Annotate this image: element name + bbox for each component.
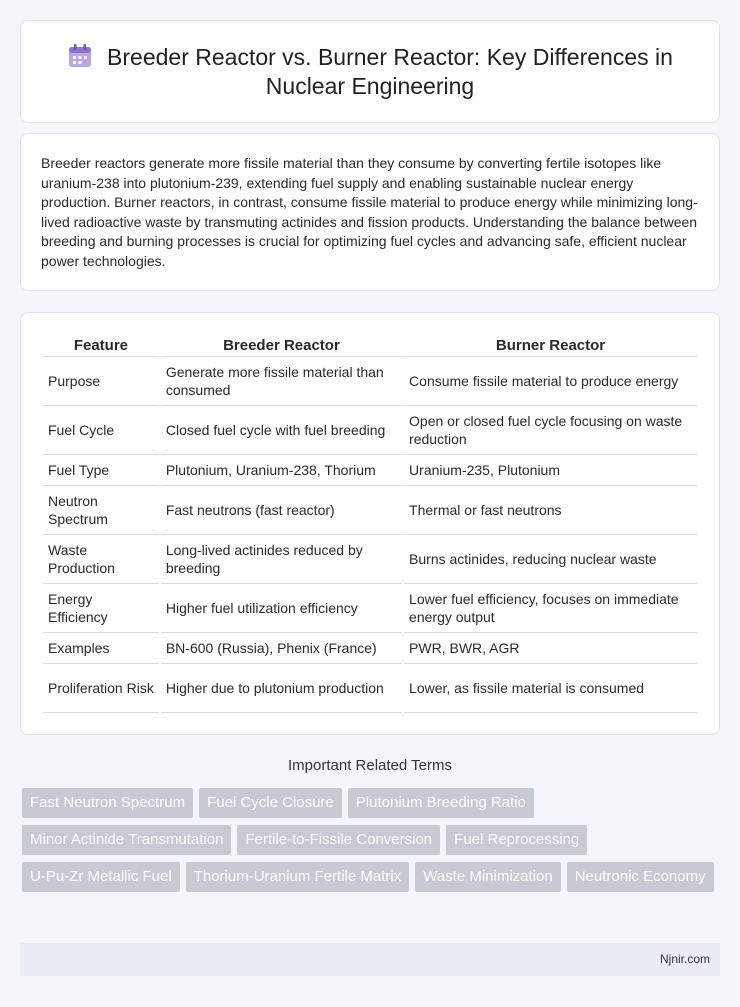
- footer-site-link[interactable]: Njnir.com: [659, 952, 710, 966]
- table-header-row: [43, 333, 697, 357]
- cell-feature: Waste Production: [43, 535, 159, 584]
- cell-breeder: Higher fuel utilization efficiency: [161, 584, 402, 633]
- comparison-card: [20, 312, 720, 735]
- calendar-icon: [67, 43, 93, 69]
- cell-breeder: Closed fuel cycle with fuel breeding: [161, 406, 402, 455]
- related-term-tag[interactable]: Plutonium Breeding Ratio: [348, 788, 534, 818]
- cell-feature: Proliferation Risk: [43, 664, 159, 713]
- intro-paragraph: Breeder reactors generate more fissile material than they consume by converting fertile isotopes like uranium-238 into plutonium-239, extending fuel supply and enabling sustainable nuclear energy production. Burner reactors, in contrast, consume fissile material to produce energy while minimizing long-lived radioactive waste by transmuting actinides and fission products. Understanding the balance between breeding and burning processes is crucial for optimizing fuel cycles and advancing safe, efficient nuclear power technologies.: [41, 155, 698, 269]
- cell-burner: Lower fuel efficiency, focuses on immediate energy output: [404, 584, 697, 633]
- cell-feature: Purpose: [43, 357, 159, 406]
- cell-burner: Uranium-235, Plutonium: [404, 455, 697, 486]
- cell-burner: Thermal or fast neutrons: [404, 486, 697, 535]
- cell-burner: PWR, BWR, AGR: [404, 633, 697, 664]
- table-row: [43, 633, 697, 664]
- intro-card: [20, 133, 720, 291]
- cell-breeder: Long-lived actinides reduced by breeding: [161, 535, 402, 584]
- header-burner: Burner Reactor: [404, 333, 697, 357]
- table-row: [43, 357, 697, 406]
- related-terms-list: [22, 788, 722, 899]
- related-term-tag[interactable]: Fuel Cycle Closure: [199, 788, 342, 818]
- table-row: [43, 486, 697, 535]
- page-title: [51, 43, 689, 101]
- related-term-tag[interactable]: Fertile-to-Fissile Conversion: [237, 825, 440, 855]
- header-breeder: Breeder Reactor: [161, 333, 402, 357]
- related-term-tag[interactable]: U-Pu-Zr Metallic Fuel: [22, 862, 180, 892]
- cell-feature: Examples: [43, 633, 159, 664]
- footer: [20, 943, 720, 976]
- related-term-tag[interactable]: Waste Minimization: [415, 862, 560, 892]
- related-term-tag[interactable]: Minor Actinide Transmutation: [22, 825, 231, 855]
- cell-feature: Fuel Type: [43, 455, 159, 486]
- related-term-tag[interactable]: Fast Neutron Spectrum: [22, 788, 193, 818]
- cell-feature: Fuel Cycle: [43, 406, 159, 455]
- related-term-tag[interactable]: Thorium-Uranium Fertile Matrix: [186, 862, 410, 892]
- title-text: Breeder Reactor vs. Burner Reactor: Key Differences in Nuclear Engineering: [107, 44, 673, 99]
- cell-breeder: Higher due to plutonium production: [161, 664, 402, 713]
- table-row: [43, 455, 697, 486]
- title-card: [20, 20, 720, 123]
- related-terms-title: Important Related Terms: [288, 757, 452, 774]
- table-row: [43, 584, 697, 633]
- cell-breeder: Generate more fissile material than consumed: [161, 357, 402, 406]
- table-row: [43, 535, 697, 584]
- cell-burner: Lower, as fissile material is consumed: [404, 664, 697, 713]
- cell-feature: Energy Efficiency: [43, 584, 159, 633]
- table-row: [43, 664, 697, 713]
- related-term-tag[interactable]: Fuel Reprocessing: [446, 825, 587, 855]
- cell-burner: Consume fissile material to produce energy: [404, 357, 697, 406]
- cell-breeder: Plutonium, Uranium-238, Thorium: [161, 455, 402, 486]
- cell-burner: Burns actinides, reducing nuclear waste: [404, 535, 697, 584]
- cell-burner: Open or closed fuel cycle focusing on waste reduction: [404, 406, 697, 455]
- comparison-table: [41, 333, 699, 713]
- related-term-tag[interactable]: Neutronic Economy: [567, 862, 714, 892]
- table-row: [43, 406, 697, 455]
- cell-feature: Neutron Spectrum: [43, 486, 159, 535]
- cell-breeder: Fast neutrons (fast reactor): [161, 486, 402, 535]
- header-feature: Feature: [43, 333, 159, 357]
- cell-breeder: BN-600 (Russia), Phenix (France): [161, 633, 402, 664]
